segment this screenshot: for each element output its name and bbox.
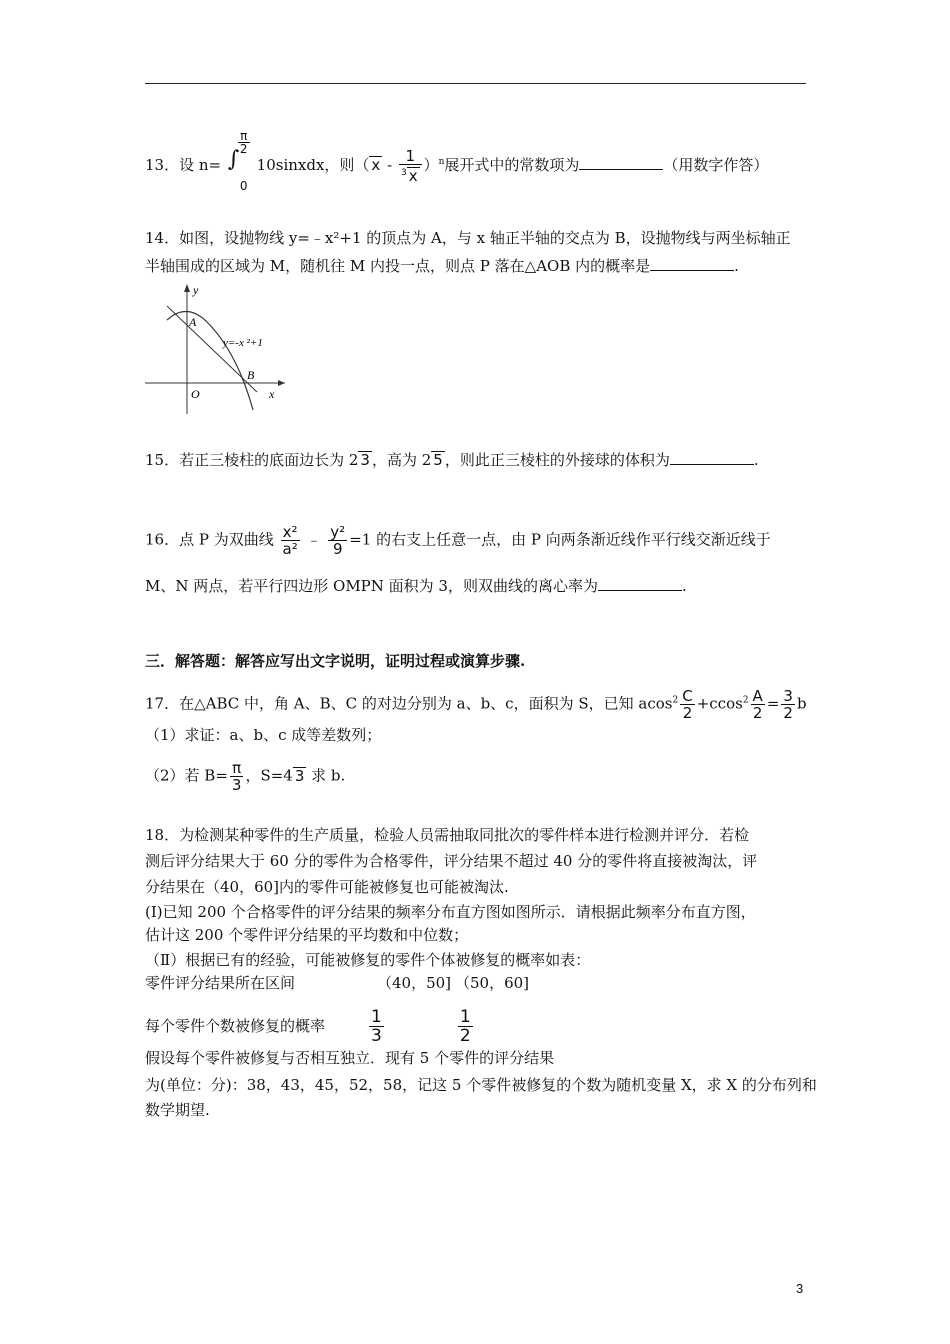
answer-blank-13 [579,155,663,170]
header-rule [145,83,806,84]
parabola-figure [145,282,285,418]
integral-sign: ∫ $\frac{\pi}{2}$ 0 [227,129,248,193]
question-18-line1: 18．为检测某种零件的生产质量，检验人员需抽取同批次的零件样本进行检测并评分．若检 [145,826,750,844]
origin-label: O [191,387,200,401]
question-14-line2: 半轴围成的区域为 M，随机往 M 内投一点，则点 P 落在△AOB 内的概率是 . [145,257,739,275]
question-18-line5: 估计这 200 个零件评分结果的平均数和中位数； [145,926,469,944]
answer-blank-15 [670,450,754,465]
question-17: 17．在△ABC 中，角 A、B、C 的对边分别为 a、b、c，面积为 S，已知 acos$^2$ $\frac{C}{2}$ +ccos$^2$ $\frac{A}{2}$ = $\frac{3}{2}$ b [145,687,807,722]
question-18-line9: 数学期望. [145,1101,210,1119]
question-17-part-1: （1）求证：a、b、c 成等差数列； [145,726,382,744]
curve-label: y=-x ²+1 [223,337,263,349]
repair-table-header: 零件评分结果所在区间 （40，50] （50，60] [145,974,530,992]
question-18-line3: 分结果在（40，60]内的零件可能被修复也可能被淘汰. [145,878,509,896]
parabola-curve [167,311,253,410]
x-label: x [269,387,275,401]
question-16-line1: 16．点 P 为双曲线 $\frac{\text{x²}}{\text{a²}}$ ﹣ $\frac{\text{y²}}{9}$ =1 的右支上任意一点，由 P 向两条渐近线作平行线交渐近线于 [145,523,771,558]
question-13: 13．设 n= ∫ $\frac{\pi}{2}$ 0 10sinxdx，则（ x - $\frac{1}{^3 x}$ ）$^n$展开式中的常数项为 （用数字作答） [145,129,769,193]
point-b-label: B [247,368,255,382]
question-18-line8: 为(单位：分)：38，43，45，52，58，记这 5 个零件被修复的个数为随机变量 X，求 X 的分布列和 [145,1076,817,1094]
question-18-line7: 假设每个零件被修复与否相互独立．现有 5 个零件的评分结果 [145,1049,555,1067]
question-14-line1: 14．如图，设抛物线 y=﹣x²+1 的顶点为 A，与 x 轴正半轴的交点为 B，设抛物线与两坐标轴正 [145,229,791,247]
section-3-heading: 三．解答题：解答应写出文字说明，证明过程或演算步骤. [145,652,526,670]
line-ab [167,306,257,392]
question-15: 15．若正三棱柱的底面边长为 2 3 ，高为 2 5 ，则此正三棱柱的外接球的体积为 . [145,451,759,469]
repair-table-row: 每个零件个数被修复的概率 $\frac{1}{3}$ $\frac{1}{2}$ [145,1007,471,1046]
answer-blank-16 [598,576,682,591]
question-17-part-2: （2）若 B= $\frac{\pi}{3}$ ，S=4 3 求 b. [145,759,346,794]
page-number: 3 [796,1281,804,1296]
question-18-line4: (I)已知 200 个合格零件的评分结果的频率分布直方图如图所示．请根据此频率分布直方图， [145,903,756,921]
point-a-label: A [189,315,197,329]
question-16-line2: M、N 两点，若平行四边形 OMPN 面积为 3，则双曲线的离心率为 . [145,577,687,595]
question-18-line6: （Ⅱ）根据已有的经验，可能被修复的零件个体被修复的概率如表： [145,951,591,969]
answer-blank-14 [650,256,734,271]
question-18-line2: 测后评分结果大于 60 分的零件为合格零件，评分结果不超过 40 分的零件将直接被淘汰，评 [145,852,758,870]
y-label: y [193,283,199,297]
